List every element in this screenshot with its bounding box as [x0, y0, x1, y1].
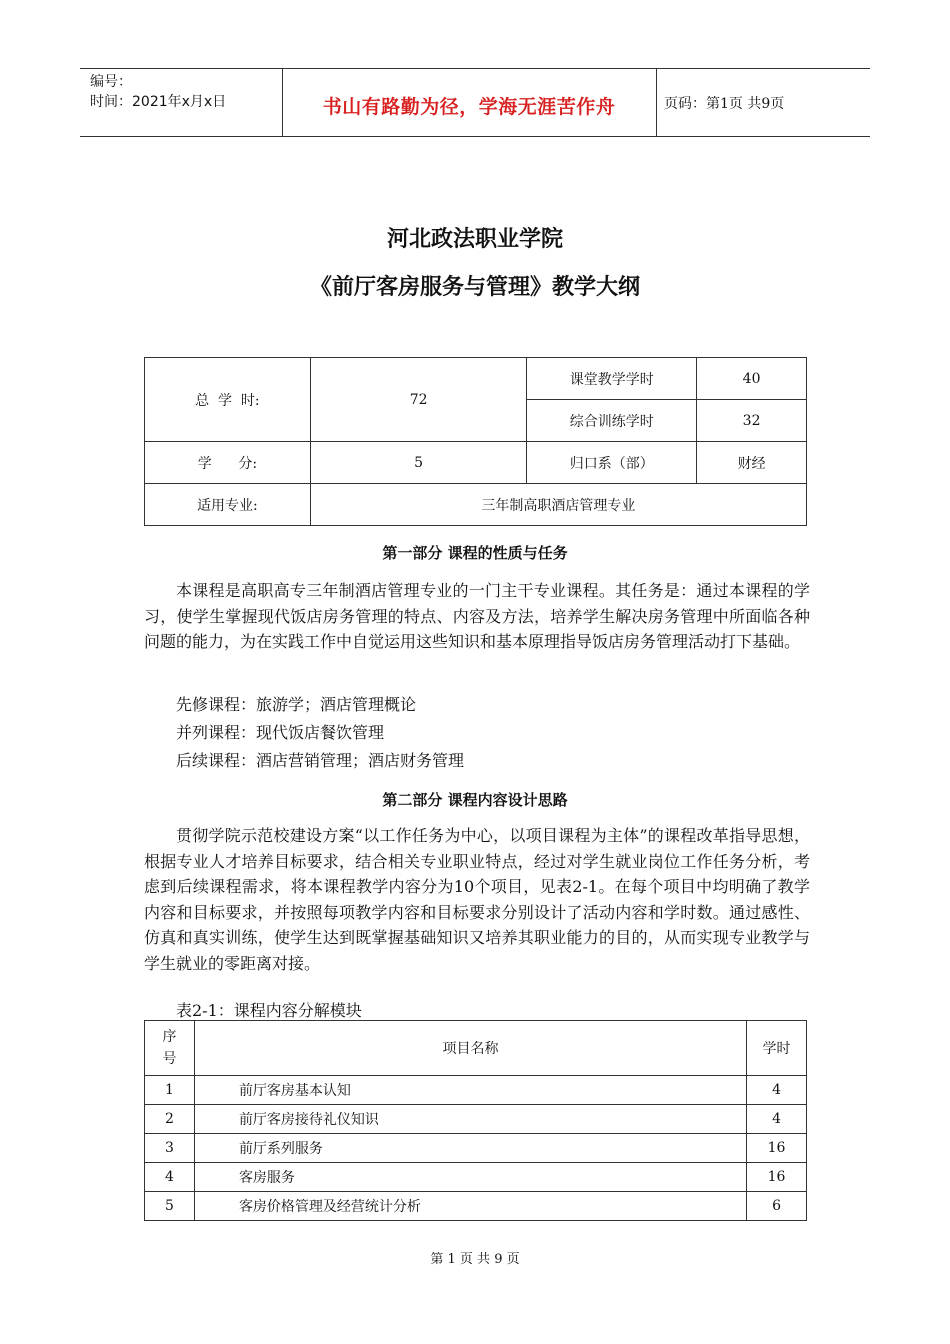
page-footer: 第 1 页 共 9 页	[430, 1252, 520, 1267]
class-hours-label: 课堂教学学时	[527, 358, 697, 400]
row-name: 前厅系列服务	[194, 1134, 746, 1163]
prereq-courses: 先修课程：旅游学；酒店管理概论	[176, 695, 417, 714]
training-hours-value: 32	[697, 400, 807, 442]
credit-value: 5	[310, 442, 527, 484]
part2-heading: 第二部分 课程内容设计思路	[382, 791, 568, 809]
table-row	[145, 1076, 807, 1105]
course-title: 《前厅客房服务与管理》教学大纲	[309, 275, 640, 300]
row-hours: 16	[747, 1134, 807, 1163]
row-hours: 6	[747, 1192, 807, 1221]
row-no: 5	[145, 1192, 195, 1221]
major-label: 适用专业:	[145, 484, 311, 526]
total-hours-value: 72	[310, 358, 527, 442]
school-title: 河北政法职业学院	[386, 227, 563, 252]
header-time: 时间：2021年x月x日	[90, 94, 227, 110]
table-row	[145, 1105, 807, 1134]
credit-label: 学 分:	[145, 442, 311, 484]
header-bottom-rule	[80, 136, 870, 137]
header-number: 编号：	[90, 74, 132, 90]
row-no: 3	[145, 1134, 195, 1163]
course-info-table	[144, 357, 807, 526]
table-caption: 表2-1：课程内容分解模块	[176, 1001, 362, 1020]
part1-heading: 第一部分 课程的性质与任务	[382, 544, 568, 562]
row-hours: 4	[747, 1076, 807, 1105]
table-row	[145, 1192, 807, 1221]
header-top-rule	[80, 68, 870, 69]
row-no: 4	[145, 1163, 195, 1192]
module-table	[144, 1020, 807, 1221]
row-no: 2	[145, 1105, 195, 1134]
row-name: 前厅客房基本认知	[194, 1076, 746, 1105]
major-value: 三年制高职酒店管理专业	[310, 484, 806, 526]
table-row	[145, 1134, 807, 1163]
row-no: 1	[145, 1076, 195, 1105]
row-hours: 4	[747, 1105, 807, 1134]
header-no-text: 序号	[162, 1029, 177, 1067]
part2-paragraph: 贯彻学院示范校建设方案“以工作任务为中心，以项目课程为主体”的课程改革指导思想，根据专业人才培养目标要求，结合相关专业职业特点，经过对学生就业岗位工作任务分析，考虑到后续课程需求，将本课程教学内容分为10个项目，见表2-1。在每个项目中均明确了教学内容和目标要求，并按照每项教学内容和目标要求分别设计了活动内容和学时数。通过感性、仿真和真实训练，使学生达到既掌握基础知识又培养其职业能力的目的，从而实现专业教学与学生就业的零距离对接。	[144, 826, 810, 973]
dept-value: 财经	[697, 442, 807, 484]
header-motto: 书山有路勤为径，学海无涯苦作舟	[322, 96, 616, 118]
followup-courses: 后续课程：酒店营销管理；酒店财务管理	[176, 751, 465, 770]
dept-label: 归口系（部）	[527, 442, 697, 484]
header-page-info: 页码：第1页 共9页	[664, 96, 785, 112]
header-name: 项目名称	[194, 1021, 746, 1076]
training-hours-label: 综合训练学时	[527, 400, 697, 442]
header-divider-right	[656, 68, 657, 136]
part1-paragraph: 本课程是高职高专三年制酒店管理专业的一门主干专业课程。其任务是：通过本课程的学习，使学生掌握现代饭店房务管理的特点、内容及方法，培养学生解决房务管理中所面临各种问题的能力，为在实践工作中自觉运用这些知识和基本原理指导饭店房务管理活动打下基础。	[144, 581, 810, 651]
row-name: 前厅客房接待礼仪知识	[194, 1105, 746, 1134]
table-row	[145, 1163, 807, 1192]
header-hours: 学时	[747, 1021, 807, 1076]
row-name: 客房价格管理及经营统计分析	[194, 1192, 746, 1221]
row-hours: 16	[747, 1163, 807, 1192]
parallel-courses: 并列课程：现代饭店餐饮管理	[176, 723, 385, 742]
row-name: 客房服务	[194, 1163, 746, 1192]
total-hours-label: 总 学 时:	[145, 358, 311, 442]
header-meta	[90, 72, 226, 112]
class-hours-value: 40	[697, 358, 807, 400]
header-no	[145, 1021, 195, 1076]
